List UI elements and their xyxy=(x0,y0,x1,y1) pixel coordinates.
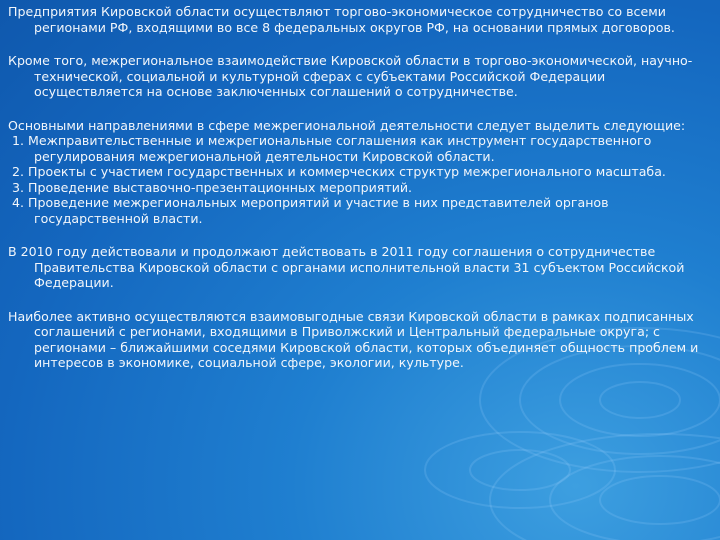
list-item: 2. Проекты с участием государственных и коммерческих структур межрегионального масштаба. xyxy=(12,164,666,179)
list-item: 3. Проведение выставочно-презентационных мероприятий. xyxy=(12,179,413,195)
paragraph-active-relations: Наиболее активно осуществляются взаимовыгодные связи Кировской области в рамках подписанных соглашений с регионами, входящими в Приволжский и Центральный федеральные округа; с регионами – ближайшими соседями Кировской области, которых объединяет общность проблем и интересов в экономике, социальной сфере, экологии, культуре. xyxy=(8,308,699,370)
paragraph-main-directions: Основными направлениями в сфере межрегиональной деятельности следует выделить следующие: xyxy=(8,117,686,133)
paragraph-interregional-interaction: Кроме того, межрегиональное взаимодействие Кировской области в торгово-экономической, научно-технической, социальной и культурной сферах с субъектами Российской Федерации осуществляется на основе заключенных соглашений о сотрудничестве. xyxy=(8,53,693,99)
list-item: 4. Проведение межрегиональных мероприятий и участие в них представителей органов государственной власти. xyxy=(12,195,609,226)
list-item: 1. Межправительственные и межрегиональные соглашения как инструмент государственного регулирования межрегиональной деятельности Кировской области. xyxy=(12,133,652,164)
paragraph-agreements-2010: В 2010 году действовали и продолжают действовать в 2011 году соглашения о сотрудничестве Правительства Кировской области с органами исполнительной власти 31 субъектом Российской Федерации. xyxy=(8,244,685,290)
directions-list xyxy=(8,133,714,226)
slide-text xyxy=(8,4,714,389)
paragraph-trade-cooperation: Предприятия Кировской области осуществляют торгово-экономическое сотрудничество со всеми регионами РФ, входящими во все 8 федеральных округов РФ, на основании прямых договоров. xyxy=(8,4,675,35)
